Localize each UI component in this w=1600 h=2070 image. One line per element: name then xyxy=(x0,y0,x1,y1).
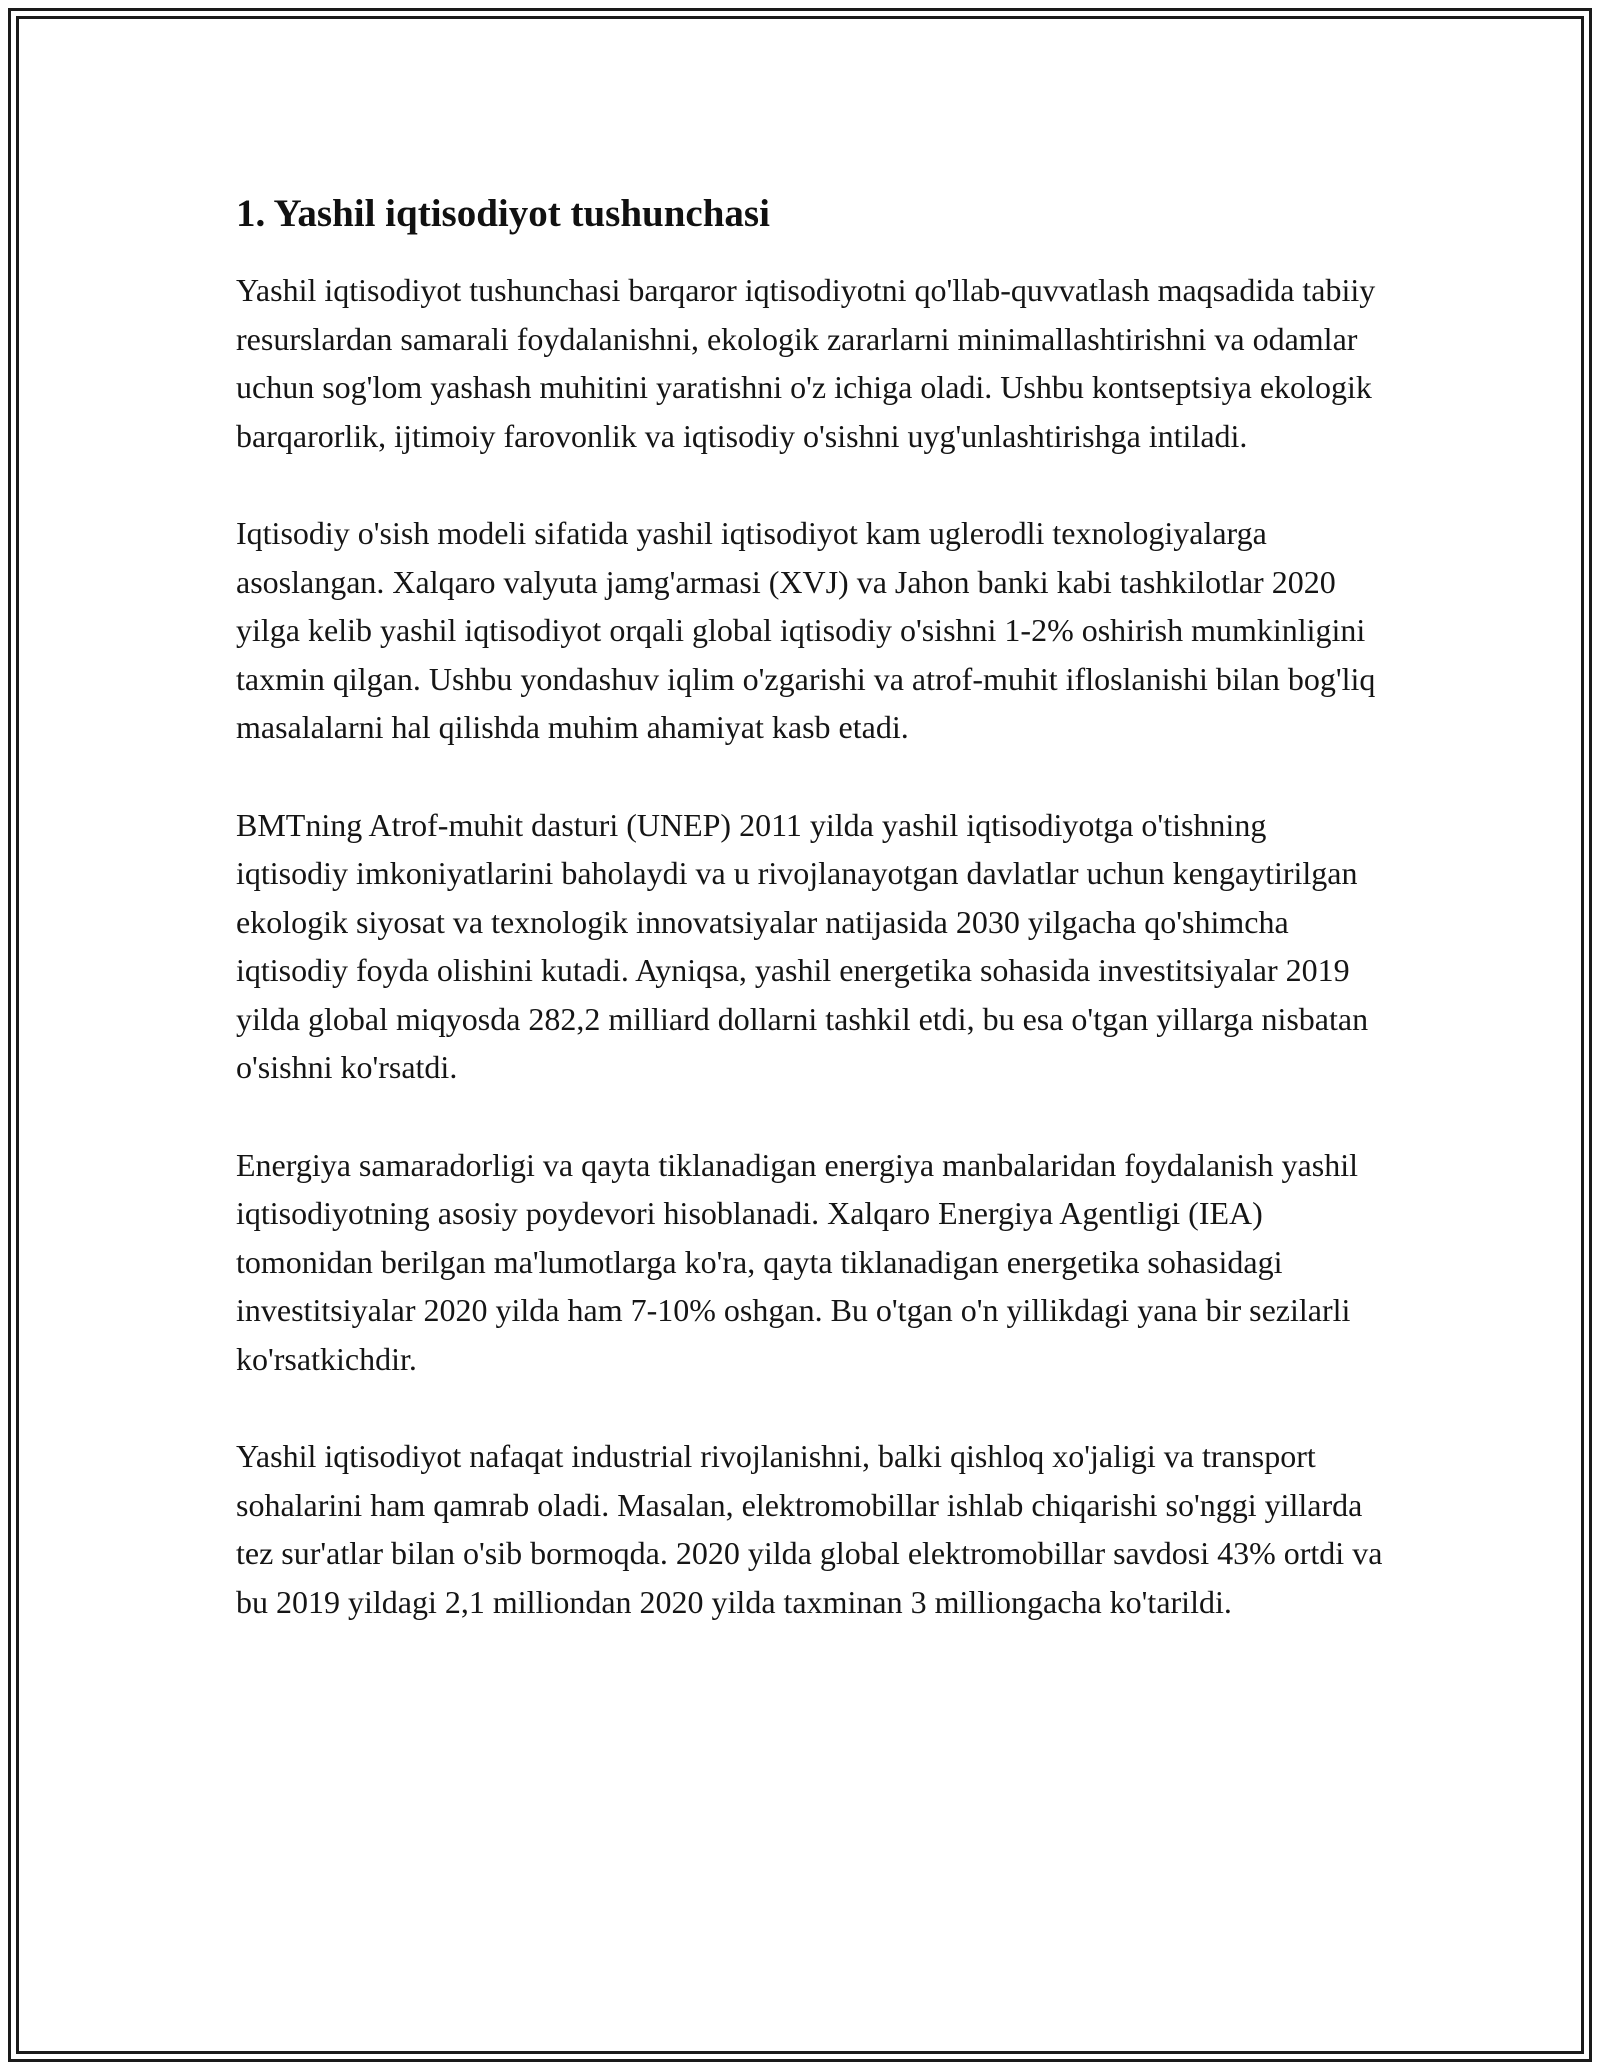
paragraph-2: Iqtisodiy o'sish modeli sifatida yashil iqtisodiyot kam uglerodli texnologiyalarga asoslangan. Xalqaro valyuta jamg'armasi (XVJ) va Jahon banki kabi tashkilotlar 2020 yilga kelib yashil iqtisodiyot orqali global iqtisodiy o'sishni 1-2% oshirish mumkinligini taxmin qilgan. Ushbu yondashuv iqlim o'zgarishi va atrof-muhit ifloslanishi bilan bog'liq masalalarni hal qilishda muhim ahamiyat kasb etadi. xyxy=(236,515,1376,745)
section-heading: 1. Yashil iqtisodiyot tushunchasi xyxy=(236,192,770,235)
document-body xyxy=(236,188,1386,1675)
paragraph-5: Yashil iqtisodiyot nafaqat industrial rivojlanishni, balki qishloq xo'jaligi va transport sohalarini ham qamrab oladi. Masalan, elektromobillar ishlab chiqarishi so'nggi yillarda tez sur'atlar bilan o'sib bormoqda. 2020 yilda global elektromobillar savdosi 43% ortdi va bu 2019 yildagi 2,1 milliondan 2020 yilda taxminan 3 milliongacha ko'tarildi. xyxy=(236,1438,1383,1620)
paragraph-4: Energiya samaradorligi va qayta tiklanadigan energiya manbalaridan foydalanish yashil iqtisodiyotning asosiy poydevori hisoblanadi. Xalqaro Energiya Agentligi (IEA) tomonidan berilgan ma'lumotlarga ko'ra, qayta tiklanadigan energetika sohasidagi investitsiyalar 2020 yilda ham 7-10% oshgan. Bu o'tgan o'n yillikdagi yana bir sezilarli ko'rsatkichdir. xyxy=(236,1146,1358,1377)
paragraph-1: Yashil iqtisodiyot tushunchasi barqaror iqtisodiyotni qo'llab-quvvatlash maqsadida tabiiy resurslardan samarali foydalanishni, ekologik zararlarni minimallashtirishni va odamlar uchun sog'lom yashash muhitini yaratishni o'z ichiga oladi. Ushbu kontseptsiya ekologik barqarorlik, ijtimoiy farovonlik va iqtisodiy o'sishni uyg'unlashtirishga intiladi. xyxy=(236,272,1376,454)
paragraph-3: BMTning Atrof-muhit dasturi (UNEP) 2011 yilda yashil iqtisodiyotga o'tishning iqtisodiy imkoniyatlarini baholaydi va u rivojlanayotgan davlatlar uchun kengaytirilgan ekologik siyosat va texnologik innovatsiyalar natijasida 2030 yilgacha qo'shimcha iqtisodiy foyda olishini kutadi. Ayniqsa, yashil energetika sohasida investitsiyalar 2019 yilda global miqyosda 282,2 milliard dollarni tashkil etdi, bu esa o'tgan yillarga nisbatan o'sishni ko'rsatdi. xyxy=(236,806,1369,1085)
